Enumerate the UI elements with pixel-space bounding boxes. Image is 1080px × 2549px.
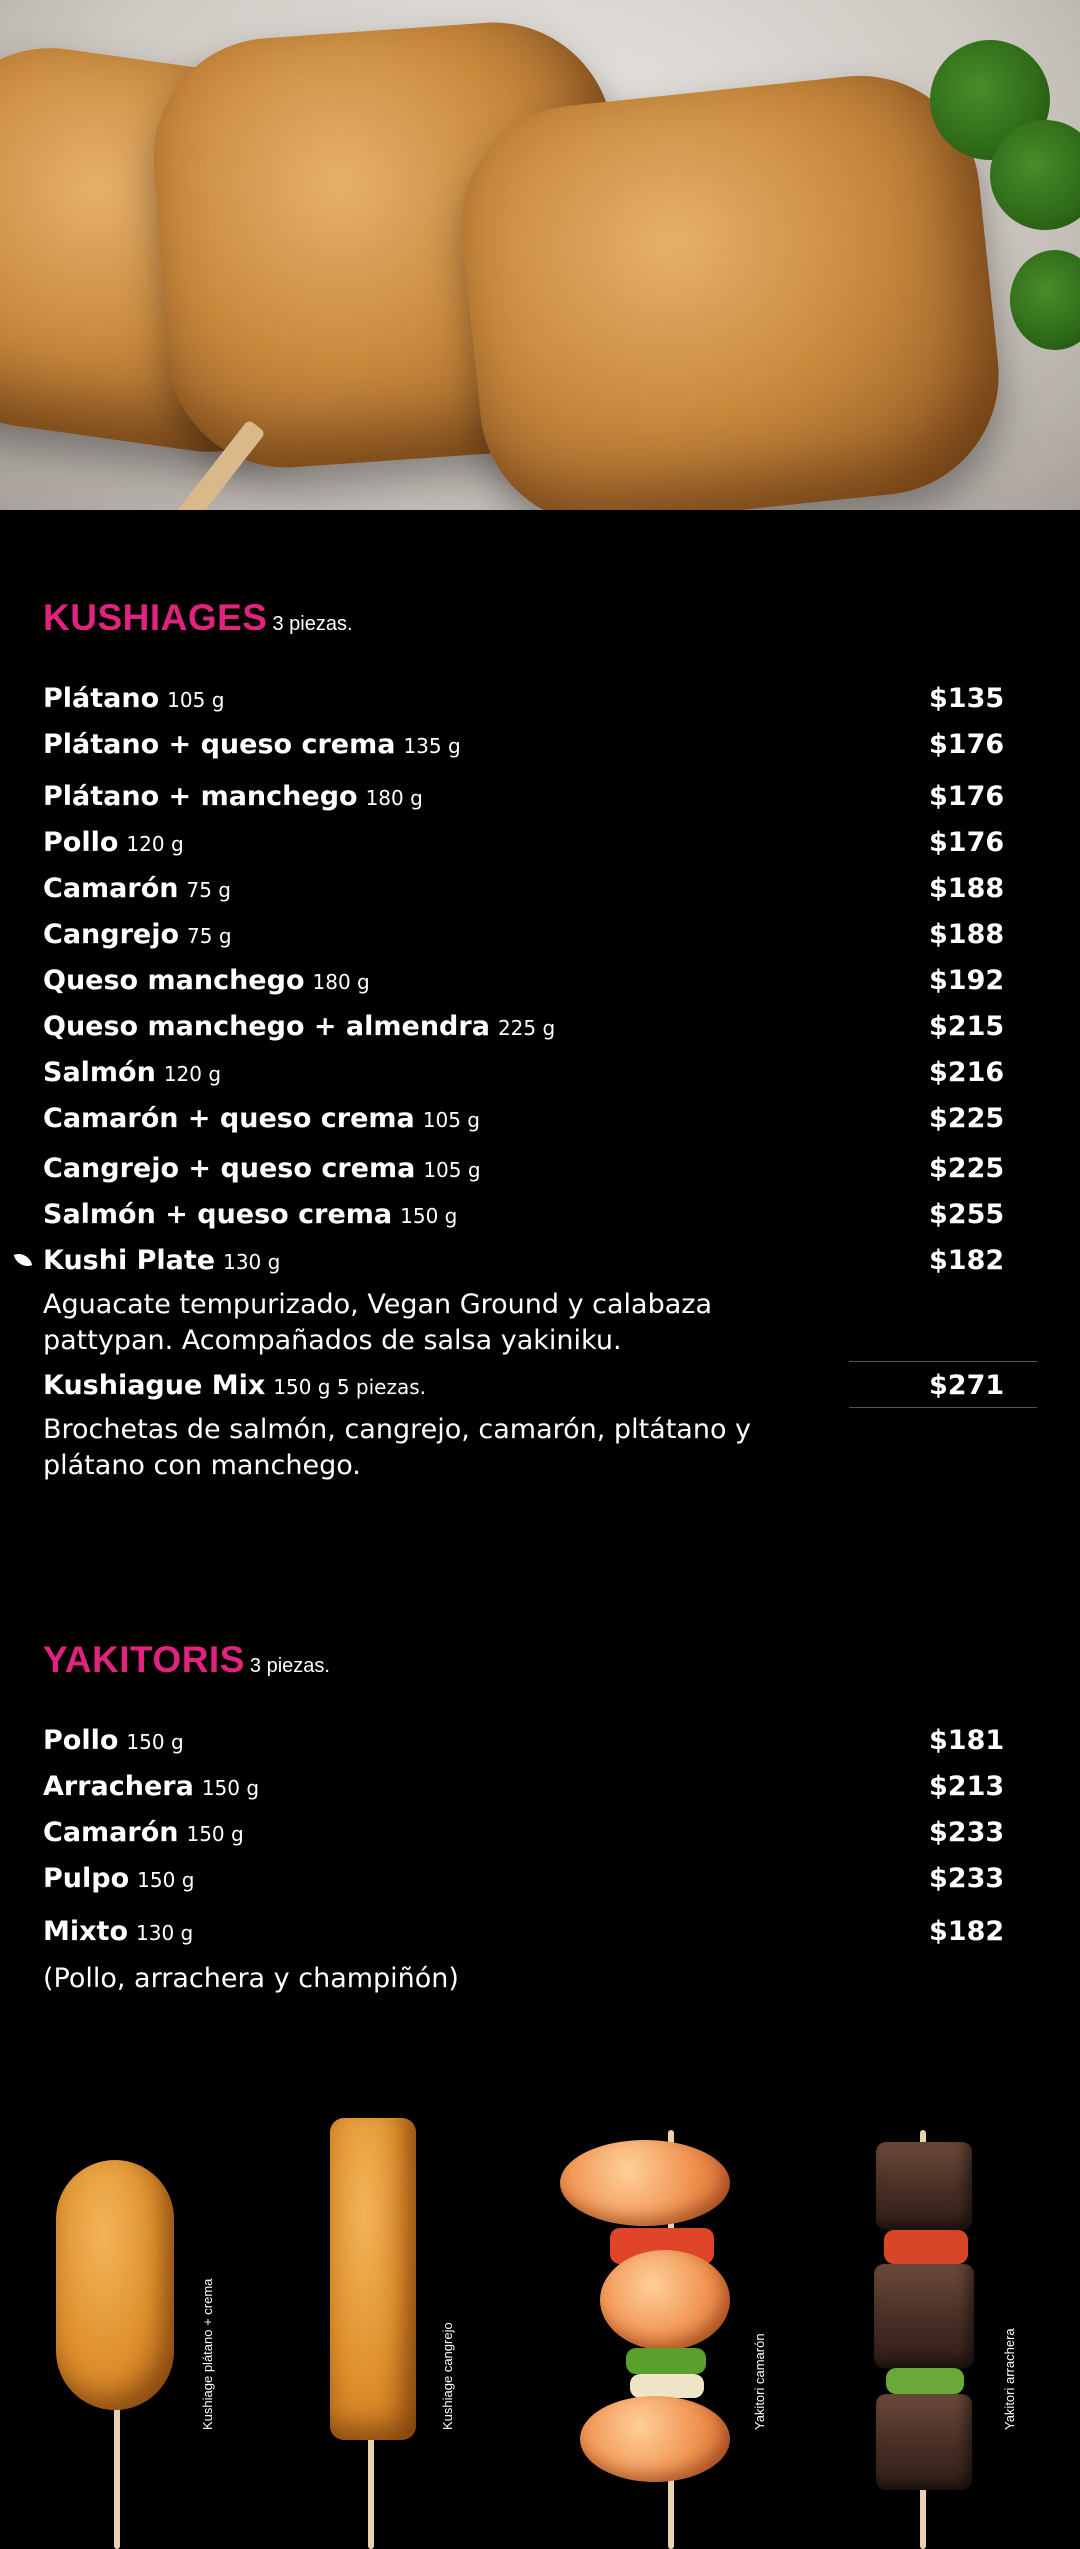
item-weight: 150 g: [400, 1204, 458, 1228]
item-description: Aguacate tempurizado, Vegan Ground y calabaza pattypan. Acompañados de salsa yakiniku.: [43, 1289, 712, 1356]
skewer-stick: [368, 2430, 374, 2549]
item-price: $135: [929, 683, 1005, 714]
menu-item: [43, 1771, 1037, 1811]
item-weight: 150 g: [186, 1822, 244, 1846]
menu-item: [43, 965, 1037, 1005]
item-weight: 150 g 5 piezas.: [273, 1375, 427, 1399]
shrimp-piece: [560, 2140, 730, 2226]
menu-item: [43, 1153, 1037, 1193]
onion-piece: [630, 2374, 704, 2398]
photo-caption: Kushiage plátano + crema: [200, 2278, 215, 2430]
item-weight: 130 g: [223, 1250, 281, 1274]
item-price: $188: [929, 873, 1005, 904]
item-weight: 105 g: [423, 1158, 481, 1182]
item-weight: 150 g: [126, 1730, 184, 1754]
menu-item: [43, 729, 1037, 769]
item-price: $176: [929, 781, 1005, 812]
menu-item: [43, 1011, 1037, 1051]
item-name: Cangrejo: [43, 919, 180, 950]
leaf-icon: [14, 1250, 33, 1270]
croquette-right: [449, 64, 1010, 510]
photo-caption: Kushiage cangrejo: [440, 2322, 455, 2430]
menu-item: [43, 1370, 1037, 1410]
item-price: $213: [929, 1771, 1005, 1802]
pepper-piece: [884, 2230, 968, 2264]
item-name: Queso manchego: [43, 965, 305, 996]
skewer-photo-yakitori-arrachera: [810, 2100, 1080, 2549]
item-price: $192: [929, 965, 1005, 996]
item-price: $225: [929, 1153, 1005, 1184]
photo-caption: Yakitori arrachera: [1002, 2328, 1017, 2430]
item-weight: 75 g: [186, 878, 231, 902]
item-price: $215: [929, 1011, 1005, 1042]
menu-item: [43, 1245, 1037, 1285]
item-price: $182: [929, 1245, 1005, 1276]
item-price: $182: [929, 1916, 1005, 1947]
item-name: Camarón: [43, 1817, 179, 1848]
kushiages-header: [43, 597, 353, 639]
item-weight: 105 g: [167, 688, 225, 712]
item-name: Arrachera: [43, 1771, 194, 1802]
skewer-photo-kushiage-cangrejo: [260, 2100, 520, 2549]
menu-item: [43, 827, 1037, 867]
menu-item: [43, 1725, 1037, 1765]
kushiage-piece: [56, 2160, 174, 2410]
item-price: $176: [929, 729, 1005, 760]
item-name: Kushi Plate: [43, 1245, 216, 1276]
item-weight: 180 g: [312, 970, 370, 994]
item-price: $216: [929, 1057, 1005, 1088]
menu-item: [43, 781, 1037, 821]
yakitoris-header: [43, 1639, 330, 1681]
divider: [849, 1361, 1037, 1362]
item-price: $225: [929, 1103, 1005, 1134]
item-name: Salmón: [43, 1057, 156, 1088]
item-name: Queso manchego + almendra: [43, 1011, 490, 1042]
menu-item: [43, 1863, 1037, 1903]
item-price: $176: [929, 827, 1005, 858]
item-name: Pollo: [43, 1725, 119, 1756]
item-price: $233: [929, 1863, 1005, 1894]
beef-piece: [876, 2394, 972, 2490]
photo-caption: Yakitori camarón: [752, 2333, 767, 2430]
item-weight: 75 g: [187, 924, 232, 948]
item-weight: 150 g: [201, 1776, 260, 1800]
section-title: KUSHIAGES: [43, 597, 268, 638]
item-name: Mixto: [43, 1916, 128, 1947]
pepper-piece: [886, 2368, 964, 2394]
item-weight: 135 g: [403, 734, 461, 758]
beef-piece: [876, 2142, 972, 2230]
item-name: Pulpo: [43, 1863, 130, 1894]
item-weight: 120 g: [126, 832, 184, 856]
item-name: Plátano + queso crema: [43, 729, 396, 760]
item-price: $188: [929, 919, 1005, 950]
parsley-garnish: [1010, 250, 1080, 350]
item-name: Kushiague Mix: [43, 1370, 266, 1401]
section-subtitle: 3 piezas.: [249, 1655, 330, 1677]
menu-item: [43, 919, 1037, 959]
item-name: Salmón + queso crema: [43, 1199, 393, 1230]
item-price: $255: [929, 1199, 1005, 1230]
menu-item: [43, 1199, 1037, 1239]
kushiage-piece: [330, 2118, 416, 2440]
skewer-stick: [114, 2400, 120, 2549]
pepper-piece: [626, 2348, 706, 2374]
menu-item: [43, 1103, 1037, 1143]
item-price: $233: [929, 1817, 1005, 1848]
menu-item: [43, 683, 1037, 723]
section-subtitle: 3 piezas.: [272, 613, 353, 635]
divider: [849, 1407, 1037, 1408]
menu-item: [43, 873, 1037, 913]
item-price: $271: [929, 1370, 1005, 1401]
skewer-photo-yakitori-camaron: [540, 2100, 800, 2549]
item-name: Plátano: [43, 683, 160, 714]
item-weight: 150 g: [137, 1868, 195, 1892]
item-description: Brochetas de salmón, cangrejo, camarón, pltátano y plátano con manchego.: [43, 1414, 752, 1481]
beef-piece: [874, 2264, 974, 2368]
hero-photo: [0, 0, 1080, 510]
item-name: Pollo: [43, 827, 119, 858]
shrimp-piece: [580, 2396, 730, 2482]
item-name: Camarón: [43, 873, 179, 904]
section-title: YAKITORIS: [43, 1639, 245, 1680]
item-description: (Pollo, arrachera y champiñón): [43, 1963, 459, 1994]
item-weight: 225 g: [497, 1016, 556, 1040]
item-price: $181: [929, 1725, 1005, 1756]
item-name: Camarón + queso crema: [43, 1103, 415, 1134]
item-name: Cangrejo + queso crema: [43, 1153, 416, 1184]
skewer-photo-kushiage-platano: [0, 2100, 260, 2549]
shrimp-piece: [600, 2250, 730, 2350]
menu-item: [43, 1817, 1037, 1857]
menu-item: [43, 1057, 1037, 1097]
menu-item: [43, 1916, 1037, 1956]
item-weight: 180 g: [365, 786, 423, 810]
item-weight: 105 g: [422, 1108, 480, 1132]
item-weight: 130 g: [136, 1921, 194, 1945]
item-name: Plátano + manchego: [43, 781, 358, 812]
item-weight: 120 g: [163, 1062, 222, 1086]
